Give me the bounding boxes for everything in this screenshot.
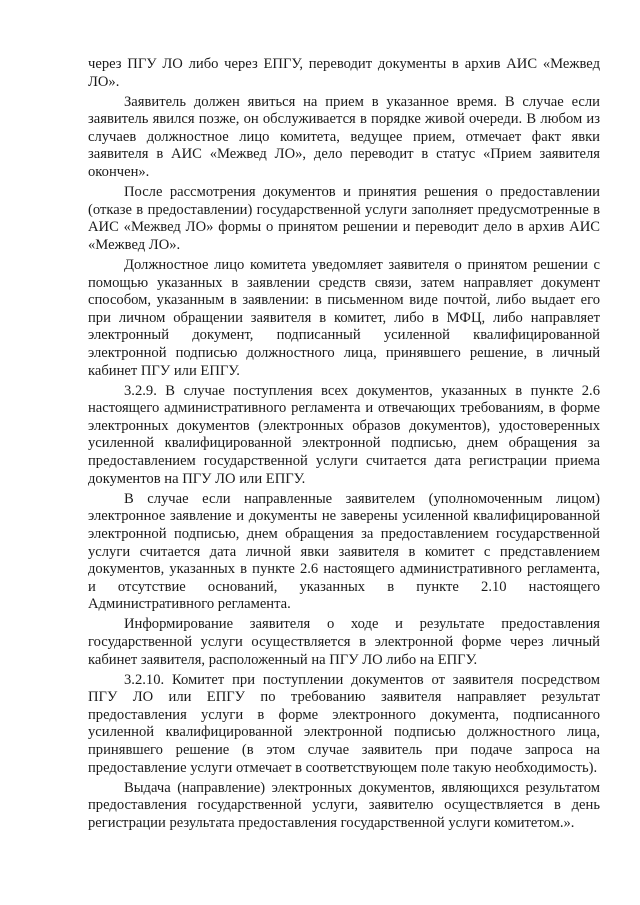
paragraph-decision-forms: После рассмотрения документов и принятия решения о предоставлении (отказе в предоставлении) государственной услуги заполняет предусмотренные в АИС «Межвед ЛО» формы о принятом решении и переводит дело в архив АИС «Межвед ЛО».	[88, 184, 600, 253]
paragraph-3-2-9: 3.2.9. В случае поступления всех документов, указанных в пункте 2.6 настоящего административного регламента и отвечающих требованиям, в форме электронных документов (электронных образов документов), удостоверенных усиленной квалифицированной электронной подписью, днем обращения за предоставлением государственной услуги считается дата регистрации приема документов на ПГУ ЛО или ЕПГУ.	[88, 382, 600, 487]
paragraph-informing: Информирование заявителя о ходе и результате предоставления государственной услуги осуществляется в электронной форме через личный кабинет заявителя, расположенный на ПГУ ЛО либо на ЕПГУ.	[88, 616, 600, 668]
paragraph-unsigned-documents: В случае если направленные заявителем (уполномоченным лицом) электронное заявление и документы не заверены усиленной квалифицированной электронной подписью, днем обращения за предоставлением государственной услуги считается дата личной явки заявителя в комитет с представлением документов, указанных в пункте 2.6 настоящего административного регламента, и отсутствие оснований, указанных в пункте 2.10 настоящего Административного регламента.	[88, 490, 600, 613]
document-body	[88, 56, 600, 835]
paragraph-notification: Должностное лицо комитета уведомляет заявителя о принятом решении с помощью указанных в заявлении средств связи, затем направляет документ способом, указанным в заявлении: в письменном виде почтой, либо выдает его при личном обращении заявителя в комитет, либо в МФЦ, либо направляет электронный документ, подписанный усиленной квалифицированной электронной подписью должностного лица, принявшего решение, в личный кабинет ПГУ или ЕПГУ.	[88, 257, 600, 379]
paragraph-continuation: через ПГУ ЛО либо через ЕПГУ, переводит документы в архив АИС «Межвед ЛО».	[88, 56, 600, 90]
paragraph-3-2-10: 3.2.10. Комитет при поступлении документов от заявителя посредством ПГУ ЛО или ЕПГУ по требованию заявителя направляет результат предоставления услуги в форме электронного документа, подписанного усиленной квалифицированной электронной подписью должностного лица, принявшего решение (в этом случае заявитель при подаче запроса на предоставление услуги отмечает в соответствующем поле такую необходимость).	[88, 671, 600, 776]
paragraph-issuance: Выдача (направление) электронных документов, являющихся результатом предоставления государственной услуги, заявителю осуществляется в день регистрации результата предоставления государственной услуги комитетом.».	[88, 779, 600, 831]
paragraph-applicant-appearance: Заявитель должен явиться на прием в указанное время. В случае если заявитель явился позже, он обслуживается в порядке живой очереди. В любом из случаев должностное лицо комитета, ведущее прием, отмечает факт явки заявителя в АИС «Межвед ЛО», дело переводит в статус «Прием заявителя окончен».	[88, 93, 600, 181]
